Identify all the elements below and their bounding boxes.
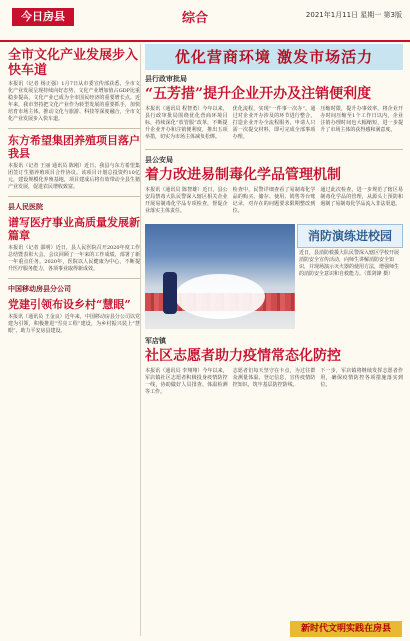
article-body: 本报讯（记者 王丽 通讯员 陈刚）近日，我县与东方希望集团签订生猪养殖项目合作协议。该项目计划总投资约10亿元，建设规模化养殖基地，项目建成后将有效带动全县生猪产业发展，促进农民增收致富。: [8, 163, 140, 190]
article-body: 本报讯（通讯员 程智勇）今年以来，县行政审批局围绕优化营商环境目标，持续深化“放管服”改革，不断提升企业开办和注销便利度，推出五项举措，切实为市场主体减负松绑。: [145, 106, 228, 140]
article-body: 本报讯（通讯员 王金良）近年来，中国移动房县分公司以党建为引领，积极推进“雪亮工程”建设，为乡村振兴装上“慧眼”，助力平安房县建设。: [8, 314, 140, 334]
article-body: 本报讯（记者 邵明）近日，县人民医院召开2020年度工作总结暨表彰大会。会议回顾了一年来的工作成绩，部署了新一年重点任务。2020年，医院以人民健康为中心，不断提升医疗服务能力，各项事业取得新成效。: [8, 245, 140, 272]
article-body: 志愿者们每天坚守在卡点，为过往群众测量体温、登记信息，宣传疫情防控知识，筑牢基层防控防线。: [232, 368, 316, 388]
article-body: 本报讯（通讯员 陈智雄）近日，县公安局禁毒大队民警深入辖区相关企业开展易制毒化学品专项检查，督促企业落实主体责任。: [145, 187, 228, 214]
article-columns: [145, 187, 403, 218]
article-columns: [145, 106, 403, 144]
feature-banner: 优化营商环境 激发市场活力: [145, 44, 403, 70]
photo-caption: 近日，县消防救援大队民警深入辖区学校开展消防安全宣传活动，向师生讲解消防安全知识，并现场演示灭火器的使用方法，增强师生的消防安全意识和自救能力。（郑剑锋 摄）: [299, 250, 400, 277]
drill-photo: [145, 224, 295, 329]
article-columns: [145, 368, 403, 399]
column-divider: [140, 44, 141, 636]
footer-banner: 新时代文明实践在房县: [290, 621, 402, 637]
divider: [145, 149, 403, 150]
divider: [8, 278, 140, 279]
right-column: [145, 44, 403, 399]
article-headline: 社区志愿者助力疫情常态化防控: [145, 348, 341, 364]
article-headline: 党建引领布设乡村“慧眼”: [8, 298, 131, 311]
divider: [8, 196, 140, 197]
article-headline: “五芳措”提升企业开办及注销便利度: [145, 86, 372, 102]
article-headline: 东方希望集团养殖项目落户我县: [8, 134, 140, 160]
article-body: 优化流程，实现“一件事一次办”。通过对企业开办涉及的环节进行整合，打造企业开办全流程服务，申请人只需一次提交材料，即可完成全部事项办理。: [232, 106, 316, 140]
article-kicker: 军店镇: [145, 336, 166, 345]
photo-feature: [145, 224, 403, 332]
article-headline: 谱写医疗事业高质量发展新篇章: [8, 216, 140, 242]
divider: [8, 128, 140, 129]
article-headline: 着力改进易制毒化学品管理机制: [145, 167, 341, 183]
article-body: 压缩时限，提升办事效率。将企业开办时间压缩至1个工作日以内，企业注销办理时间也大幅缩短，进一步提升了市场主体的获得感和满意度。: [320, 106, 404, 133]
article-body: 检查中，民警详细查看了易制毒化学品的购买、储存、使用、销售等台账记录，对存在的问题要求限期整改到位。: [232, 187, 316, 214]
article-body: 下一步，军店镇将继续发挥志愿者作用，确保疫情防控各项措施落实到位。: [320, 368, 404, 388]
article-headline: 全市文化产业发展步入快车道: [8, 48, 139, 78]
firefighter-figure: [163, 272, 177, 314]
newspaper-logo: 今日房县: [12, 8, 74, 26]
article-body: 通过此次检查，进一步规范了辖区易制毒化学品的管理，从源头上预防和遏制了易制毒化学品流入非法渠道。: [320, 187, 404, 207]
left-column: [8, 44, 140, 338]
article-kicker: 中国移动房县分公司: [8, 284, 71, 293]
article-kicker: 县公安局: [145, 155, 173, 164]
article-body: 本报讯（通讯员 李翔翔）今年以来，军店镇社区志愿者积极投身疫情防控一线，协助做好人员排查、体温检测等工作。: [145, 368, 228, 395]
extinguisher-smoke: [175, 274, 265, 319]
article-kicker: 县人民医院: [8, 202, 43, 211]
section-title: 综合: [182, 11, 209, 26]
masthead: [0, 0, 410, 42]
article-kicker: 县行政审批局: [145, 74, 187, 83]
article-body: 本报讯（记者 杨正强）1月7日从市委宣传部获悉，全市文化产业发展呈现持续向好态势，文化产业增加值占GDP比重稳步提高，文化产业已成为全市国民经济的重要增长点。近年来，我市坚持把文化产业作为转型发展的重要抓手，加快培育市场主体，推动文化与旅游、科技等深度融合，全市文化产业发展步入快车道。: [8, 81, 140, 122]
date-line: 2021年1月11日 星期一 第3版: [305, 11, 402, 19]
photo-title: 消防演练进校园: [297, 224, 403, 248]
